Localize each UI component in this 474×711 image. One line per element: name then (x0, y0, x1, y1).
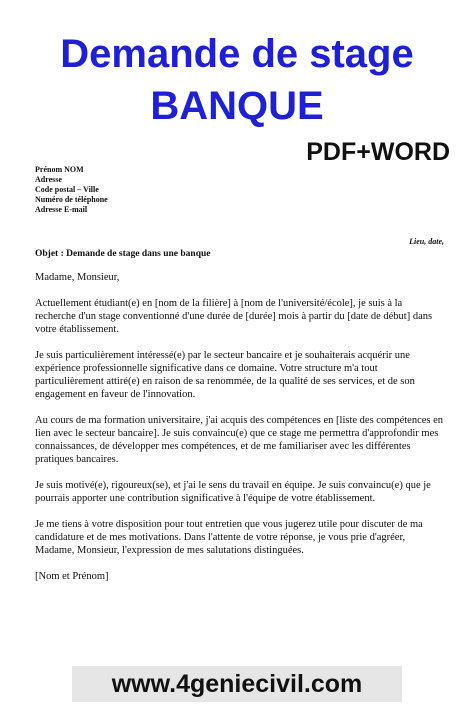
letter-paragraph: Je suis particulièrement intéressé(e) par le secteur bancaire et je souhaiterais acquérir une expérience professionnelle significative dans ce domaine. Votre structure m'a tout particulièrement attiré(e) en raison de sa renommée, de la qualité de ses services, et de son engagement en faveur de l'innovation. (35, 350, 415, 400)
website-url-banner[interactable] (72, 666, 402, 702)
letter-paragraph: Au cours de ma formation universitaire, j'ai acquis des compétences en [liste des compétences en lien avec le secteur bancaire]. Je suis convaincu(e) que ce stage me permettra d'approfondir mes connaissances, de développer mes compétences, et de me familiariser avec les différentes pratiques bancaires. (35, 415, 444, 465)
website-url[interactable]: www.4geniecivil.com (111, 669, 363, 698)
letter-greeting: Madame, Monsieur, (35, 272, 120, 283)
page-title-line1: Demande de stage (60, 32, 414, 76)
letter-signature: [Nom et Prénom] (35, 571, 109, 582)
sender-address: Adresse (35, 175, 62, 184)
sender-city: Code postal – Ville (35, 185, 99, 194)
sender-name: Prénom NOM (35, 165, 84, 174)
sender-email: Adresse E-mail (35, 205, 88, 214)
letter-subject: Objet : Demande de stage dans une banque (35, 249, 211, 259)
letter-paragraph: Je suis motivé(e), rigoureux(se), et j'ai le sens du travail en équipe. Je suis convaincu(e) que je pourrais apporter une contribution significative à l'équipe de votre établissement. (35, 480, 431, 504)
letter-body (35, 271, 445, 596)
sender-phone: Numéro de téléphone (35, 195, 108, 204)
letter-paragraph: Actuellement étudiant(e) en [nom de la filière] à [nom de l'université/école], je suis à la recherche d'un stage conventionné d'une durée de [durée] mois à partir du [date de début] dans votre établissement. (35, 298, 433, 335)
place-date: Lieu, date, (409, 237, 444, 246)
page-title-line2: BANQUE (150, 84, 324, 128)
format-badge: PDF+WORD (306, 138, 450, 166)
sender-block (35, 165, 108, 215)
letter-paragraph: Je me tiens à votre disposition pour tout entretien que vous jugerez utile pour discuter de ma candidature et de mes motivations. Dans l'attente de votre réponse, je vous prie d'agréer, Madame, Monsieur, l'expression de mes salutations distinguées. (35, 519, 423, 556)
